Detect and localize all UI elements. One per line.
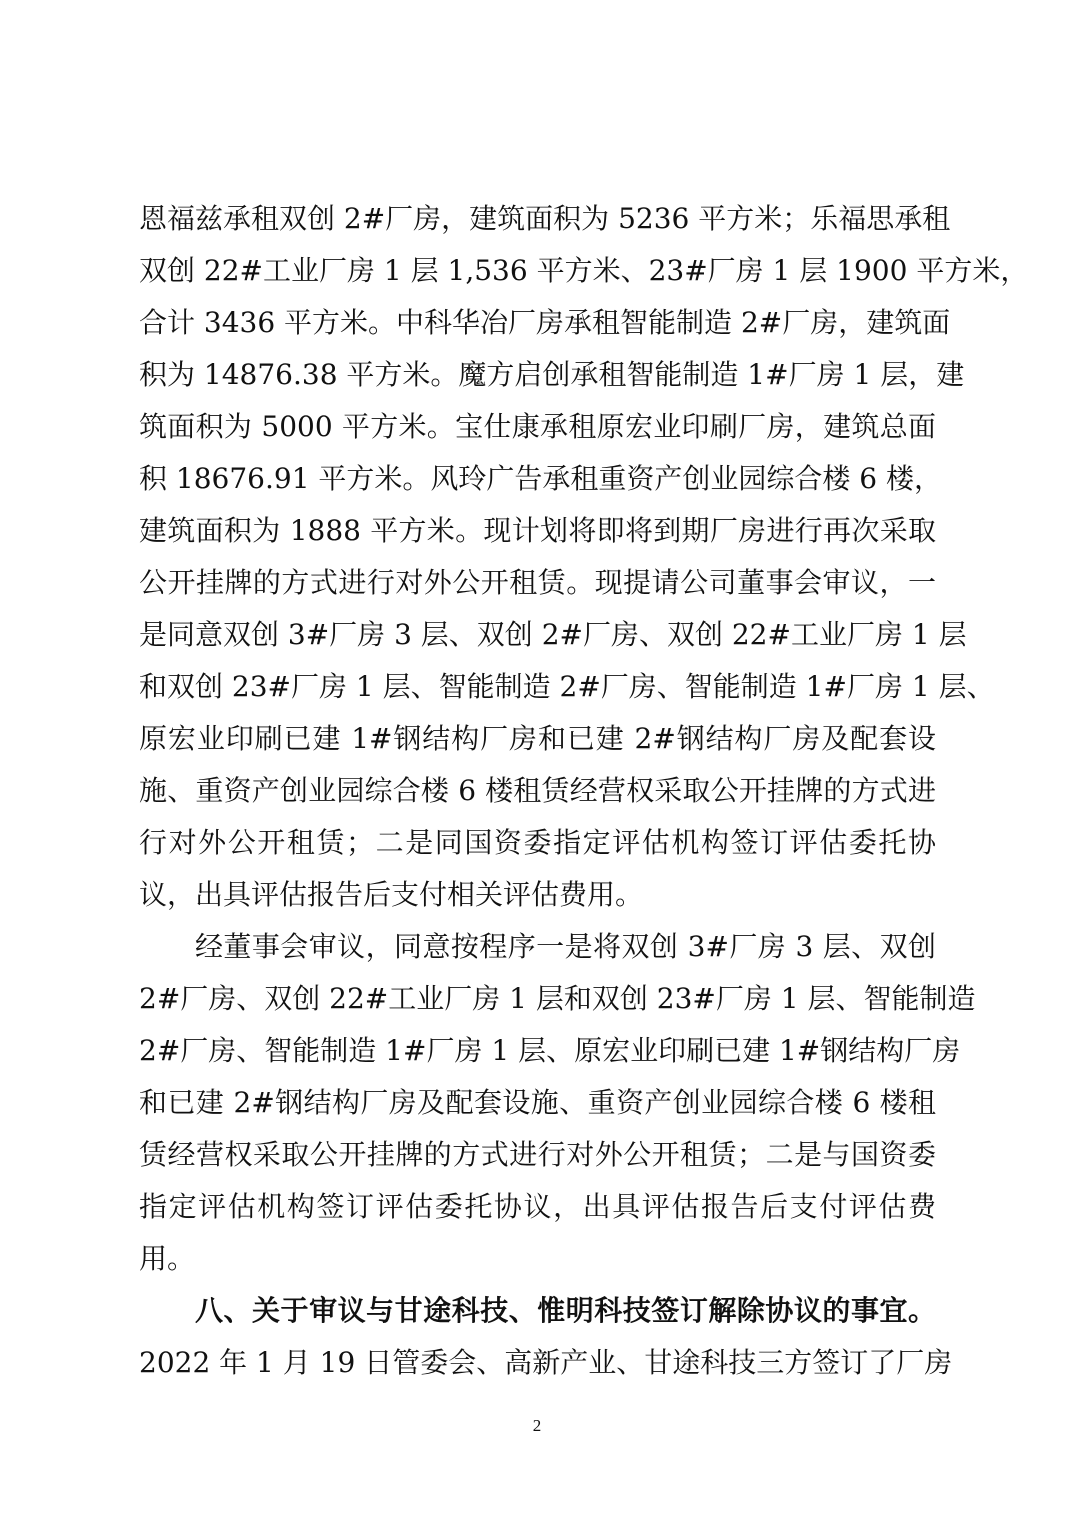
body-line-4: 积为 14876.38 平方米。魔方启创承租智能制造 1#厂房 1 层，建 — [139, 358, 965, 391]
body-line-1: 恩福兹承租双创 2#厂房，建筑面积为 5236 平方米；乐福思承租 — [139, 202, 951, 235]
body-line-13: 行对外公开租赁；二是同国资委指定评估机构签订评估委托协 — [139, 826, 936, 859]
page-number: 2 — [532, 1416, 542, 1435]
body-line-20: 指定评估机构签订评估委托协议，出具评估报告后支付评估费 — [139, 1190, 936, 1223]
body-line-16: 2#厂房、双创 22#工业厂房 1 层和双创 23#厂房 1 层、智能制造 — [139, 982, 976, 1015]
body-line-23: 2022 年 1 月 19 日管委会、高新产业、甘途科技三方签订了厂房 — [139, 1346, 953, 1379]
body-line-12: 施、重资产创业园综合楼 6 楼租赁经营权采取公开挂牌的方式进 — [139, 774, 936, 807]
body-line-7: 建筑面积为 1888 平方米。现计划将即将到期厂房进行再次采取 — [139, 514, 936, 547]
body-line-11: 原宏业印刷已建 1#钢结构厂房和已建 2#钢结构厂房及配套设 — [139, 722, 936, 755]
body-line-14: 议，出具评估报告后支付相关评估费用。 — [139, 878, 644, 911]
body-line-9: 是同意双创 3#厂房 3 层、双创 2#厂房、双创 22#工业厂房 1 层 — [139, 618, 967, 651]
body-line-2: 双创 22#工业厂房 1 层 1,536 平方米、23#厂房 1 层 1900 平方米， — [139, 254, 1029, 287]
body-line-15: 经董事会审议，同意按程序一是将双创 3#厂房 3 层、双创 — [195, 930, 936, 963]
body-line-19: 赁经营权采取公开挂牌的方式进行对外公开租赁；二是与国资委 — [139, 1138, 936, 1171]
body-line-5: 筑面积为 5000 平方米。宝仕康承租原宏业印刷厂房，建筑总面 — [139, 410, 936, 443]
body-line-21: 用。 — [139, 1242, 196, 1275]
body-line-6: 积 18676.91 平方米。风玲广告承租重资产创业园综合楼 6 楼， — [139, 462, 943, 495]
body-line-18: 和已建 2#钢结构厂房及配套设施、重资产创业园综合楼 6 楼租 — [139, 1086, 936, 1119]
body-line-10: 和双创 23#厂房 1 层、智能制造 2#厂房、智能制造 1#厂房 1 层、 — [139, 670, 995, 703]
body-line-17: 2#厂房、智能制造 1#厂房 1 层、原宏业印刷已建 1#钢结构厂房 — [139, 1034, 961, 1067]
body-line-8: 公开挂牌的方式进行对外公开租赁。现提请公司董事会审议，一 — [139, 566, 936, 599]
section-heading: 八、关于审议与甘途科技、惟明科技签订解除协议的事宜。 — [195, 1294, 936, 1327]
body-line-3: 合计 3436 平方米。中科华冶厂房承租智能制造 2#厂房，建筑面 — [139, 306, 951, 339]
